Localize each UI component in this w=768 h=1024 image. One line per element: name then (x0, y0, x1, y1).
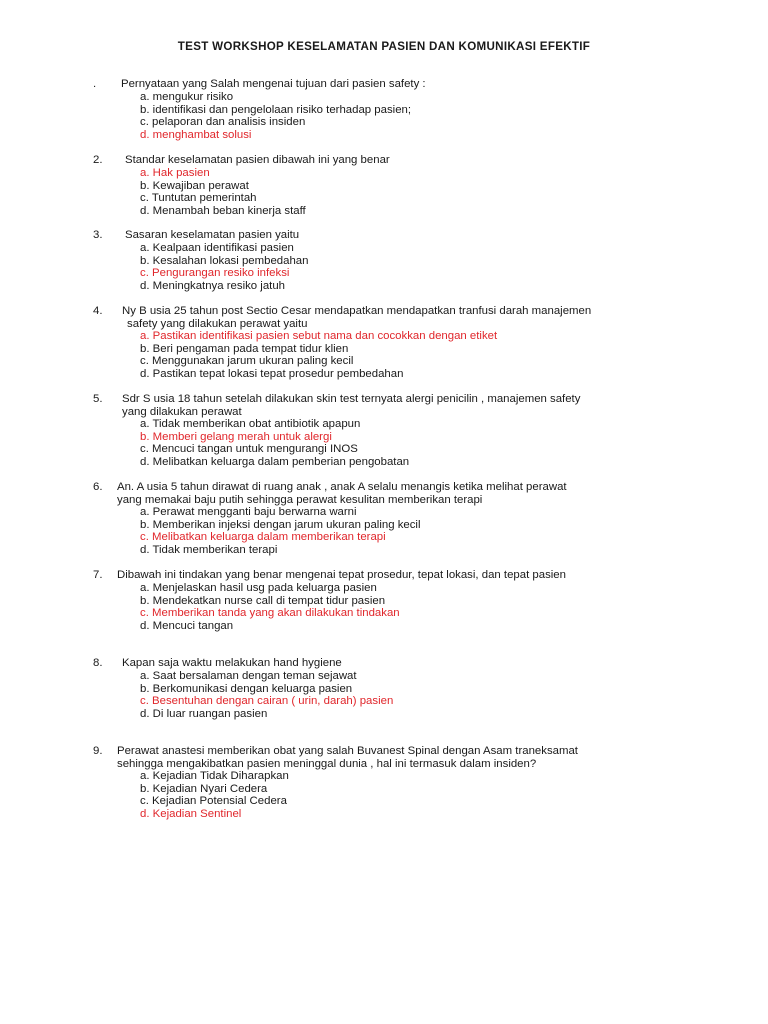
options-list (140, 167, 306, 217)
option-a: a. Kealpaan identifikasi pasien (140, 242, 294, 254)
options-list (140, 670, 393, 720)
option-b: b. Berkomunikasi dengan keluarga pasien (140, 682, 353, 695)
stem-line: Kapan saja waktu melakukan hand hygiene (122, 657, 342, 669)
question-stem (0, 229, 660, 242)
question-number: . (93, 78, 97, 90)
option-d-correct: d. menghambat solusi (140, 128, 252, 141)
question-stem (0, 305, 660, 330)
document-title: TEST WORKSHOP KESELAMATAN PASIEN DAN KOMUNIKASI EFEKTIF (177, 40, 591, 53)
question-number: 7. (93, 569, 103, 581)
option-c-correct: c. Pengurangan resiko infeksi (140, 267, 290, 280)
options-list (140, 582, 400, 632)
options-list (140, 242, 308, 292)
option-d: d. Pastikan tepat lokasi tepat prosedur pembedahan (140, 367, 404, 380)
stem-line: yang dilakukan perawat (122, 405, 242, 418)
option-d: d. Di luar ruangan pasien (140, 707, 268, 720)
question-stem (0, 569, 660, 582)
option-c-correct: c. Besentuhan dengan cairan ( urin, darah) pasien (140, 695, 394, 708)
option-b: b. Kesalahan lokasi pembedahan (140, 254, 309, 267)
stem-line: Dibawah ini tindakan yang benar mengenai tepat prosedur, tepat lokasi, dan tepat pasien (117, 569, 566, 581)
option-b: b. Kejadian Nyari Cedera (140, 782, 268, 795)
option-b: b. Mendekatkan nurse call di tempat tidur pasien (140, 594, 386, 607)
option-b: b. Memberikan injeksi dengan jarum ukuran paling kecil (140, 518, 421, 531)
stem-line: Sdr S usia 18 tahun setelah dilakukan skin test ternyata alergi penicilin , manajemen safety (122, 393, 581, 405)
option-d: d. Mencuci tangan (140, 619, 234, 632)
stem-line: Standar keselamatan pasien dibawah ini yang benar (125, 154, 390, 166)
stem-line: yang memakai baju putih sehingga perawat kesulitan memberikan terapi (117, 493, 483, 506)
option-c-correct: c. Melibatkan keluarga dalam memberikan terapi (140, 531, 386, 544)
stem-line: Pernyataan yang Salah mengenai tujuan dari pasien safety : (121, 78, 426, 90)
option-c: c. pelaporan dan analisis insiden (140, 116, 306, 129)
option-c: c. Kejadian Potensial Cedera (140, 795, 287, 808)
option-b: b. identifikasi dan pengelolaan risiko terhadap pasien; (140, 103, 412, 116)
question-stem (0, 393, 660, 418)
option-d: d. Menambah beban kinerja staff (140, 204, 306, 217)
option-a-correct: a. Pastikan identifikasi pasien sebut nama dan cocokkan dengan etiket (140, 330, 498, 342)
question-stem (0, 745, 660, 770)
option-a: a. Tidak memberikan obat antibiotik apapun (140, 418, 361, 430)
question-number: 9. (93, 745, 103, 757)
option-a-correct: a. Hak pasien (140, 167, 210, 179)
options-list (140, 770, 289, 820)
question-number: 3. (93, 229, 103, 241)
option-c: c. Mencuci tangan untuk mengurangi INOS (140, 443, 358, 456)
question-stem (0, 657, 660, 670)
option-d: d. Meningkatnya resiko jatuh (140, 279, 285, 292)
stem-line: Ny B usia 25 tahun post Sectio Cesar mendapatkan mendapatkan tranfusi darah manajemen (122, 305, 592, 317)
stem-line: sehingga mengakibatkan pasien meninggal dunia , hal ini termasuk dalam insiden? (117, 757, 537, 770)
option-d: d. Tidak memberikan terapi (140, 543, 278, 556)
question-number: 5. (93, 393, 103, 405)
question-stem (0, 481, 660, 506)
option-b-correct: b. Memberi gelang merah untuk alergi (140, 430, 332, 443)
question-number: 6. (93, 481, 103, 493)
option-c: c. Tuntutan pemerintah (140, 192, 257, 205)
question-stem (0, 154, 660, 167)
options-list (140, 330, 497, 380)
question-number: 2. (93, 154, 103, 166)
question-number: 8. (93, 657, 103, 669)
option-a: a. Saat bersalaman dengan teman sejawat (140, 670, 357, 682)
option-a: a. Perawat mengganti baju berwarna warni (140, 506, 357, 518)
option-c-correct: c. Memberikan tanda yang akan dilakukan tindakan (140, 607, 400, 620)
option-a: a. mengukur risiko (140, 91, 234, 103)
option-a: a. Kejadian Tidak Diharapkan (140, 770, 289, 782)
options-list (140, 418, 409, 468)
option-c: c. Menggunakan jarum ukuran paling kecil (140, 355, 354, 368)
option-d-correct: d. Kejadian Sentinel (140, 807, 242, 820)
option-b: b. Beri pengaman pada tempat tidur klien (140, 342, 349, 355)
stem-line: Sasaran keselamatan pasien yaitu (125, 229, 300, 241)
option-a: a. Menjelaskan hasil usg pada keluarga pasien (140, 582, 377, 594)
question-stem (0, 78, 660, 91)
stem-line: Perawat anastesi memberikan obat yang salah Buvanest Spinal dengan Asam traneksamat (117, 745, 578, 757)
stem-line: An. A usia 5 tahun dirawat di ruang anak , anak A selalu menangis ketika melihat perawat (117, 481, 567, 493)
option-b: b. Kewajiban perawat (140, 179, 249, 192)
options-list (140, 506, 420, 556)
stem-line: safety yang dilakukan perawat yaitu (127, 317, 308, 330)
options-list (140, 91, 411, 141)
question-number: 4. (93, 305, 103, 317)
option-d: d. Melibatkan keluarga dalam pemberian pengobatan (140, 455, 410, 468)
